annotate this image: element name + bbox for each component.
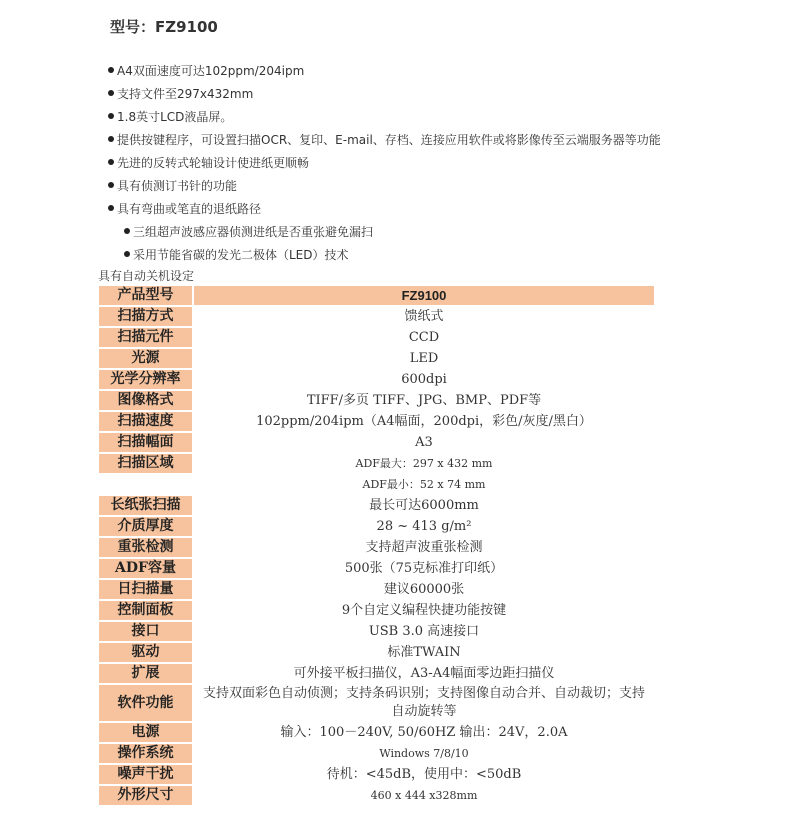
spec-value: USB 3.0 高速接口 <box>368 624 480 639</box>
spec-value: 28 ~ 413 g/m² <box>376 519 472 534</box>
feature-text: 1.8英寸LCD液晶屏。 <box>117 110 233 124</box>
spec-row <box>99 517 654 536</box>
spec-row <box>99 496 654 515</box>
spec-label: 重张检测 <box>99 538 192 557</box>
feature-item <box>108 83 661 106</box>
spec-value: 标准TWAIN <box>387 645 461 660</box>
spec-label: 操作系统 <box>99 744 192 763</box>
spec-value: 馈纸式 <box>404 309 444 324</box>
spec-value: 可外接平板扫描仪，A3-A4幅面零边距扫描仪 <box>293 666 555 681</box>
spec-row <box>99 786 654 805</box>
spec-label: 驱动 <box>99 643 192 662</box>
spec-row <box>99 723 654 742</box>
spec-value: TIFF/多页 TIFF、JPG、BMP、PDF等 <box>306 393 542 408</box>
spec-label <box>99 475 192 494</box>
spec-row <box>99 559 654 578</box>
feature-item <box>108 129 661 152</box>
spec-label: 扩展 <box>99 664 192 683</box>
spec-row <box>99 622 654 641</box>
feature-text: 三组超声波感应器侦测进纸是否重张避免漏扫 <box>133 225 374 239</box>
spec-row <box>99 412 654 431</box>
spec-row <box>99 685 654 721</box>
feature-text: 具有弯曲或笔直的退纸路径 <box>117 202 262 216</box>
spec-label: 产品型号 <box>99 286 192 305</box>
feature-item <box>108 60 661 83</box>
feature-text: 提供按键程序，可设置扫描OCR、复印、E-mail、存档、连接应用软件或将影像传至云端服务器等功能 <box>117 133 661 147</box>
spec-label: 软件功能 <box>99 685 192 721</box>
spec-row <box>99 349 654 368</box>
spec-value: ADF最大：297 x 432 mm <box>355 457 493 470</box>
bullet-icon <box>108 113 114 119</box>
spec-row <box>99 328 654 347</box>
spec-row <box>99 538 654 557</box>
spec-value: 最长可达6000mm <box>369 498 479 513</box>
bullet-icon <box>108 182 114 188</box>
spec-value: 500张（75克标准打印纸） <box>344 561 504 576</box>
spec-row <box>99 286 654 305</box>
spec-value: A3 <box>415 435 433 450</box>
spec-value: CCD <box>408 330 440 345</box>
spec-label: 控制面板 <box>99 601 192 620</box>
spec-row <box>99 307 654 326</box>
spec-row <box>99 433 654 452</box>
spec-label: 电源 <box>99 723 192 742</box>
spec-label: 扫描元件 <box>99 328 192 347</box>
feature-text: A4双面速度可达102ppm/204ipm <box>117 64 305 78</box>
spec-label: 光学分辨率 <box>99 370 192 389</box>
spec-value: 支持超声波重张检测 <box>365 540 483 555</box>
spec-label: 扫描区域 <box>99 454 192 473</box>
spec-value: ADF最小：52 x 74 mm <box>362 478 486 491</box>
feature-item <box>108 152 661 175</box>
spec-label: 日扫描量 <box>99 580 192 599</box>
spec-row <box>99 370 654 389</box>
bullet-icon <box>108 90 114 96</box>
bullet-icon <box>108 205 114 211</box>
spec-label: 扫描幅面 <box>99 433 192 452</box>
spec-label: ADF容量 <box>99 559 192 578</box>
spec-label: 光源 <box>99 349 192 368</box>
spec-value: 102ppm/204ipm（A4幅面，200dpi，彩色/灰度/黑白） <box>256 414 592 429</box>
spec-label: 扫描速度 <box>99 412 192 431</box>
spec-label: 噪声干扰 <box>99 765 192 784</box>
bullet-icon <box>108 159 114 165</box>
bullet-icon <box>124 251 130 257</box>
feature-text: 采用节能省碳的发光二极体（LED）技术 <box>133 248 349 262</box>
spec-value: 460 x 444 x328mm <box>370 789 478 802</box>
spec-value: 建议60000张 <box>383 582 465 597</box>
spec-label: 介质厚度 <box>99 517 192 536</box>
feature-item <box>108 244 661 267</box>
spec-value: 600dpi <box>401 372 447 387</box>
spec-value: 待机：<45dB，使用中：<50dB <box>326 767 522 782</box>
bullet-icon <box>124 228 130 234</box>
feature-list <box>108 60 661 267</box>
spec-value: 输入：100－240V, 50/60HZ 输出：24V，2.0A <box>280 725 568 740</box>
spec-row <box>99 744 654 763</box>
feature-text: 支持文件至297x432mm <box>117 87 254 101</box>
spec-row <box>99 391 654 410</box>
spec-label: 图像格式 <box>99 391 192 410</box>
spec-row <box>99 580 654 599</box>
spec-table <box>97 284 656 807</box>
spec-row <box>99 765 654 784</box>
feature-item <box>108 106 661 129</box>
feature-item <box>108 175 661 198</box>
model-title: 型号：FZ9100 <box>110 18 218 36</box>
feature-item <box>108 221 661 244</box>
spec-row <box>99 664 654 683</box>
feature-item <box>108 198 661 221</box>
auto-shutdown-note: 具有自动关机设定 <box>98 269 195 283</box>
feature-text: 先进的反转式轮轴设计使进纸更顺畅 <box>117 156 310 170</box>
spec-value: LED <box>409 351 439 366</box>
feature-text: 具有侦测订书针的功能 <box>117 179 238 193</box>
spec-value: Windows 7/8/10 <box>379 747 469 760</box>
bullet-icon <box>108 136 114 142</box>
spec-label: 扫描方式 <box>99 307 192 326</box>
spec-label: 长纸张扫描 <box>99 496 192 515</box>
spec-row <box>99 454 654 473</box>
spec-value: FZ9100 <box>194 286 654 305</box>
spec-value: 9个自定义编程快捷功能按键 <box>341 603 507 618</box>
spec-row <box>99 601 654 620</box>
spec-label: 外形尺寸 <box>99 786 192 805</box>
spec-label: 接口 <box>99 622 192 641</box>
spec-row <box>99 475 654 494</box>
bullet-icon <box>108 67 114 73</box>
spec-row <box>99 643 654 662</box>
spec-value: 支持双面彩色自动侦测；支持条码识别；支持图像自动合并、自动裁切；支持自动旋转等 <box>202 686 645 719</box>
